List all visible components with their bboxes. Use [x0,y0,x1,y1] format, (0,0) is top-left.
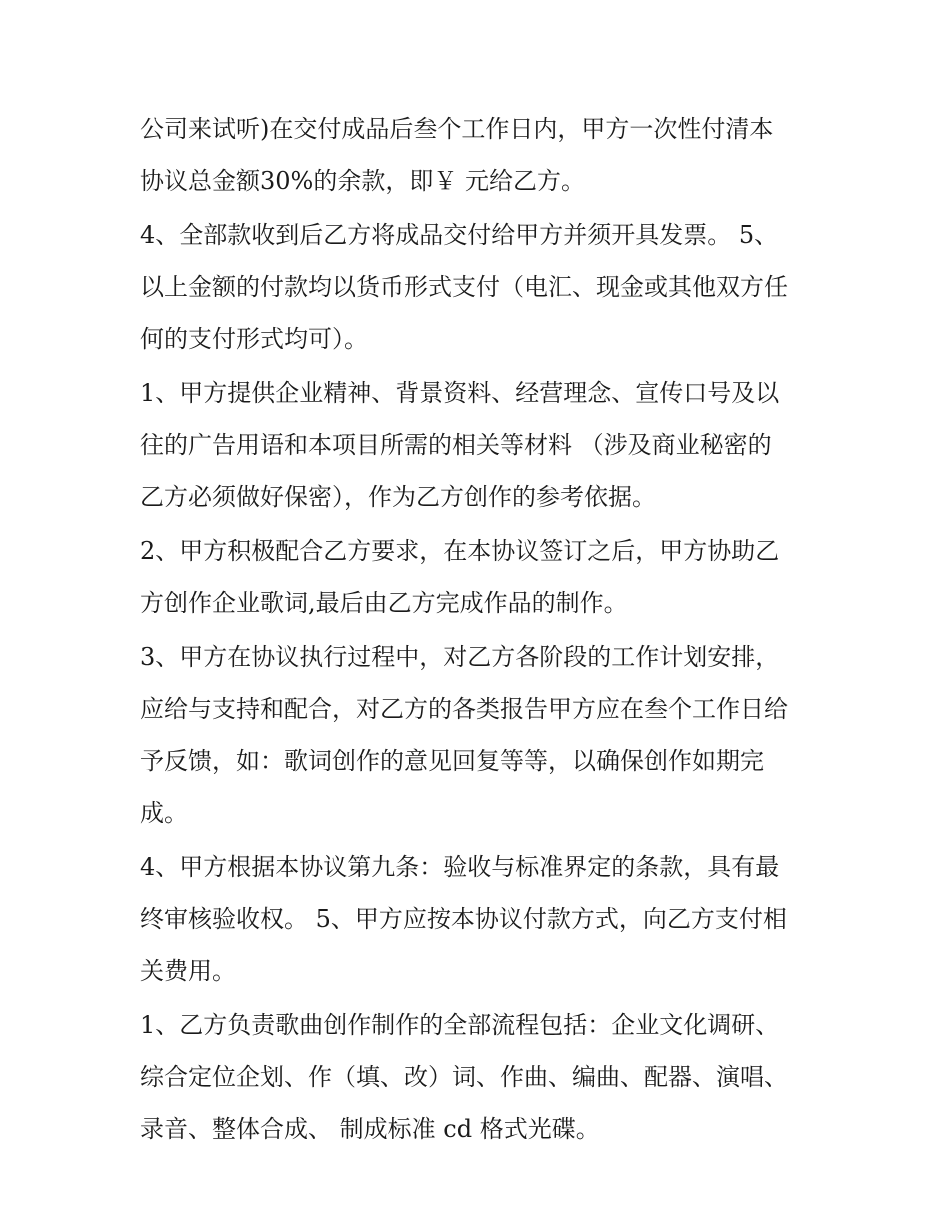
text-line: 2、甲方积极配合乙方要求，在本协议签订之后，甲方协助乙 [140,537,780,565]
text-line: 往的广告用语和本项目所需的相关等材料 （涉及商业秘密的 [140,431,772,459]
text-line: 成。 [140,799,188,827]
paragraph-party-a-cooperation [140,525,830,629]
paragraph-party-b-process [140,999,830,1155]
text-line: 乙方必须做好保密），作为乙方创作的参考依据。 [140,483,656,511]
text-line: 终审核验收权。 5、甲方应按本协议付款方式，向乙方支付相 [140,905,787,933]
text-line: 3、甲方在协议执行过程中，对乙方各阶段的工作计划安排， [140,643,780,671]
text-line: 方创作企业歌词,最后由乙方完成作品的制作。 [140,589,628,617]
text-line: 4、全部款收到后乙方将成品交付给甲方并须开具发票。 5、 [140,221,779,249]
text-line: 1、乙方负责歌曲创作制作的全部流程包括：企业文化调研、 [140,1011,780,1039]
text-line: 录音、整体合成、 制成标准 cd 格式光碟。 [140,1115,600,1143]
text-line: 以上金额的付款均以货币形式支付（电汇、现金或其他双方任 [140,273,788,301]
paragraph-party-a-acceptance [140,841,830,997]
paragraph-delivery-invoice [140,209,830,365]
paragraph-payment-balance [140,103,830,207]
text-line: 协议总金额30%的余款，即￥ 元给乙方。 [140,167,585,195]
text-line: 1、甲方提供企业精神、背景资料、经营理念、宣传口号及以 [140,379,780,407]
text-line: 综合定位企划、作（填、改）词、作曲、编曲、配器、演唱、 [140,1063,788,1091]
text-line: 4、甲方根据本协议第九条：验收与标准界定的条款，具有最 [140,853,780,881]
text-line: 予反馈，如：歌词创作的意见回复等等，以确保创作如期完 [140,747,764,775]
paragraph-party-a-feedback [140,631,830,839]
document-body [140,103,830,1157]
text-line: 应给与支持和配合，对乙方的各类报告甲方应在叁个工作日给 [140,695,788,723]
text-line: 关费用。 [140,957,236,985]
paragraph-party-a-materials [140,367,830,523]
text-line: 何的支付形式均可）。 [140,325,368,353]
text-line: 公司来试听)在交付成品后叁个工作日内，甲方一次性付清本 [140,115,774,143]
